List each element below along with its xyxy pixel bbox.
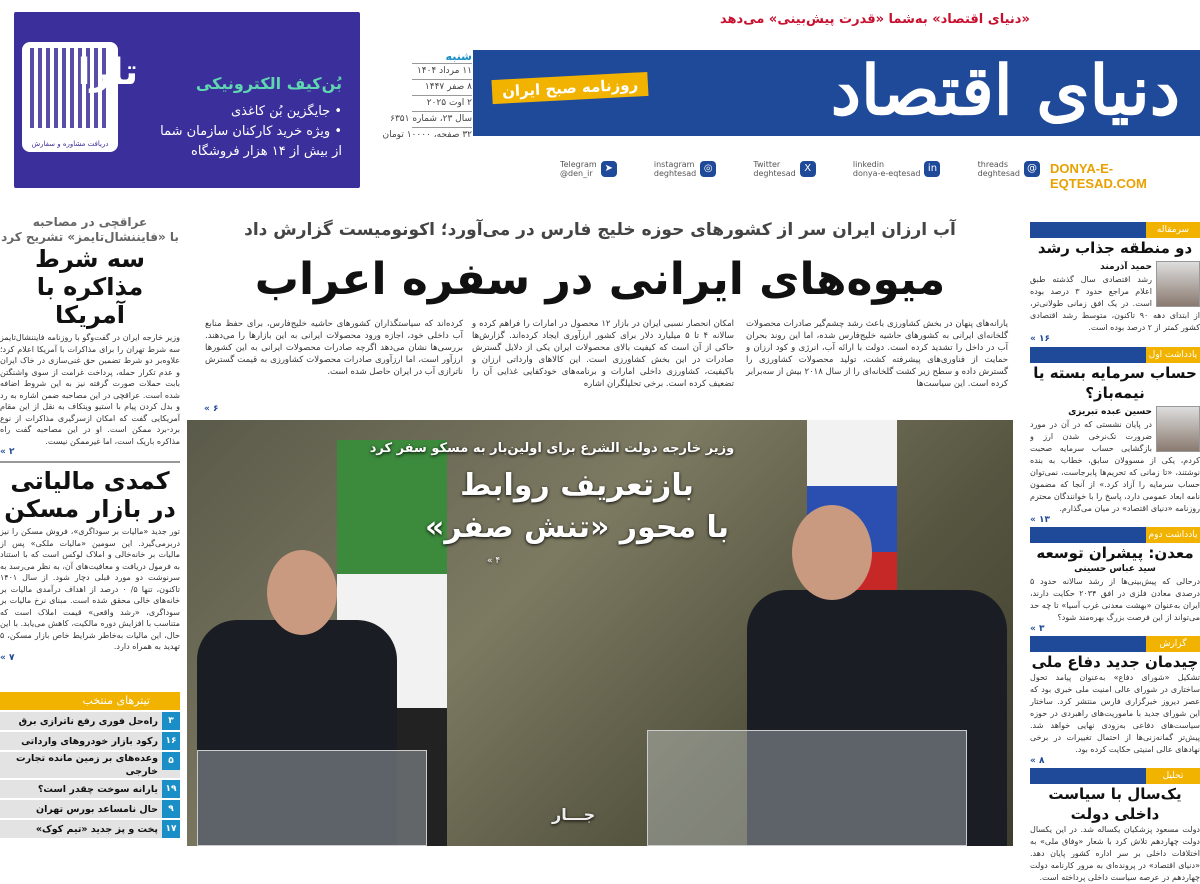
social-links xyxy=(560,160,1040,178)
author-photo xyxy=(1156,406,1200,452)
main-headline[interactable]: میوه‌های ایرانی در سفره اعراب xyxy=(254,254,946,305)
instagram-icon: ◎ xyxy=(700,161,716,177)
list-item[interactable]: ۵ وعده‌های بر زمین مانده تجارت خارجی xyxy=(0,752,180,778)
gregorian-date: ۲ اوت ۲۰۲۵ xyxy=(412,96,472,112)
left-headline-2[interactable]: کمدی مالیاتی در بازار مسکن xyxy=(4,467,176,523)
article-title[interactable]: چیدمان جدید دفاع ملی xyxy=(1031,653,1199,671)
author-photo xyxy=(1156,261,1200,307)
linkedin-icon: in xyxy=(924,161,940,177)
page-ref[interactable]: ۱۳ » xyxy=(1030,515,1050,525)
page-ref[interactable]: ۷ » xyxy=(0,652,15,663)
list-item[interactable]: ۱۹ یارانه سوخت چقدر است؟ xyxy=(0,780,180,798)
right-column xyxy=(1030,222,1200,884)
threads-icon: @ xyxy=(1024,161,1040,177)
tagline-badge: روزنامه صبح ایران xyxy=(491,72,648,104)
section-bar: سرمقاله xyxy=(1030,222,1200,238)
page-ref[interactable]: ۸ » xyxy=(1030,756,1045,766)
website-url[interactable]: DONYA-E-EQTESAD.COM xyxy=(1050,161,1147,191)
main-body-col: امکان انحصار نسبی ایران در بازار ۱۲ محصول در امارات را فراهم کرده و سالانه ۴ تا ۵ میلیارد دلار برای کشور ارزآوری ایجاد کرده‌اند. گزارش‌ها حاکی از آن است که کیفیت بالای محصولات ایران یکی از دلایل گسترش صادرات در این بخش کشاورزی است. این کالاهای وارداتی ارزان و باکیفیت، کشاورزی داخلی امارات و برنامه‌های خودکفایی غذایی آن را تضعیف کرده است. برخی تحلیلگران اشاره xyxy=(472,319,735,389)
article-body: دولت مسعود پزشکیان یکساله شد. در این یکسال دولت چهاردهم تلاش کرد با شعار «وفاق ملی» به اختلافات داخلی بر سر اداره کشور پایان دهد. «دنیای اقتصاد» در پرونده‌ای به مرور کارنامه دولت چهاردهم در عرصه سیاست داخلی پرداخته است. xyxy=(1030,825,1200,882)
main-body-col: یارانه‌های پنهان در بخش کشاورزی باعث رشد چشم‌گیر صادرات محصولات گلخانه‌ای ایرانی به کشورهای حاشیه خلیج‌فارس شده، اما این روند بحران آب در داخل را تشدید کرده است. دولت با ارائه آب، انرژی و کود ارزان و حمایت از فناوری‌های پیشرفته کشت، تولید محصولات کشاورزی را گسترش داده و سطح زیر کشت گلخانه‌ای را از سال ۲۰۱۸ بیش از سه‌برابر کرده است. این سیاست‌ها xyxy=(746,319,1008,389)
page-ref[interactable]: ۳ » xyxy=(1030,624,1045,634)
section-bar: تحلیل xyxy=(1030,768,1200,784)
solar-date: ۱۱ مرداد ۱۴۰۴ xyxy=(412,64,472,80)
issue-number: سال ۲۳، شماره ۶۳۵۱ xyxy=(412,112,472,128)
ad-line: از بیش از ۱۴ هزار فروشگاه xyxy=(191,144,342,159)
watermark: جـــار xyxy=(552,805,596,824)
main-kicker: آب ارزان ایران سر از کشورهای حوزه خلیج فارس در می‌آورد؛ اکونومیست گزارش داد xyxy=(244,220,956,240)
social-twitter[interactable]: X Twitter deghtesad xyxy=(753,160,815,178)
person-right-head xyxy=(792,505,872,600)
left-headline[interactable]: سه شرط مذاکره با آمریکا xyxy=(35,245,145,329)
article-title[interactable]: معدن: پیشران توسعه xyxy=(1036,544,1194,562)
podium-right xyxy=(647,730,967,846)
slogan: «دنیای اقتصاد» به‌شما «قدرت پیش‌بینی» می‌دهد xyxy=(720,12,1030,27)
photo-title[interactable]: با محور «تنش صفر» xyxy=(424,510,730,545)
editorial-title[interactable]: دو منطقه جذاب رشد xyxy=(1037,239,1193,257)
left-kicker: عراقچی در مصاحبه xyxy=(32,215,148,229)
social-threads[interactable]: @ threads deghtesad xyxy=(978,160,1040,178)
date-block xyxy=(382,48,472,144)
person-left-head xyxy=(267,550,337,635)
page-ref[interactable]: ۴ » xyxy=(487,556,501,566)
section-bar: یادداشت دوم xyxy=(1030,527,1200,543)
section-bar: یادداشت اول xyxy=(1030,347,1200,363)
main-body-col: کرده‌اند که سیاستگذاران کشورهای حاشیه خلیج‌فارس، برای حفظ منابع آب داخلی خود، اجازه ورود محصولات ایرانی به این بازارها را می‌دهند. بررسی‌ها نشان می‌دهد اگرچه صادرات محصولات ایرانی به این کشورها ارزآور است، اما ارزآوری صادرات محصولات کشاورزی به قیمت گسترش ناترازی آب در ایران حاصل شده است. xyxy=(205,319,463,377)
advertisement-banner[interactable] xyxy=(14,12,360,188)
list-item[interactable]: ۳ راه‌حل فوری رفع ناترازی برق xyxy=(0,712,180,730)
article-body: در پایان نشستی که در آن در مورد ضرورت تک‌نرخی شدن ارز و بازگشایی حساب سرمایه صحبت کردم، یکی از مسوولان سابق، خطاب به بنده نوشتند، «تا زمانی که تحریم‌ها پابرجاست، نمی‌توان حساب سرمایه را آزاد کرد.» از آنجا که مضمون نامه ابعاد عمومی دارد، پاسخ را با خوانندگان محترم روزنامه «دنیای اقتصاد» در میان می‌گذارم. xyxy=(1030,420,1200,513)
lead-photo[interactable] xyxy=(187,420,1013,846)
telegram-icon: ➤ xyxy=(601,161,617,177)
podium-left xyxy=(197,750,427,846)
ad-brand-logo: تارا xyxy=(77,52,138,93)
ad-title: بُن‌کیف الکترونیکی xyxy=(195,74,342,93)
author-name: حمید آذرمند xyxy=(1100,262,1152,272)
left-body: وزیر خارجه ایران در گفت‌وگو با روزنامه فایننشال‌تایمز سه شرط تهران را برای مذاکرات با آمریکا اعلام کرد؛ علاوه‌بر دو شرط تضمین حق غنی‌سازی در خاک ایران و عدم تکرار حمله، پرداخت غرامت از سوی واشنگتن بابت حملات صورت گرفته نیز به این شروط اضافه شده است. عراقچی در این مصاحبه ضمن اشاره به رد و بدل کردن پیام با استیو ویتکاف به نقل از این مقام آمریکایی گفت که امکان ازسرگیری مذاکرات از نوع برد-برد ممکن است. او در این مصاحبه گفت راه مذاکره باریک است، اما غیرممکن نیست. xyxy=(0,333,180,446)
social-linkedin[interactable]: in linkedin donya-e-eqtesad xyxy=(853,160,941,178)
article-block xyxy=(1030,406,1200,515)
editorial-block xyxy=(1030,261,1200,334)
page-ref[interactable]: ۲ » xyxy=(0,447,15,457)
left-story xyxy=(0,215,180,663)
newspaper-logo: دنیای اقتصاد xyxy=(830,51,1180,131)
article-title[interactable]: یک‌سال با سیاست داخلی دولت xyxy=(1048,785,1182,823)
photo-title[interactable]: بازتعریف روابط xyxy=(460,468,694,503)
page-ref[interactable]: ۶ » xyxy=(204,404,219,414)
qr-code[interactable]: دریافت مشاوره و سفارش xyxy=(22,42,118,152)
article-body: تشکیل «شورای دفاع» به‌عنوان پیامد تحول ساختاری در شورای عالی امنیت ملی خبری بود که عصر دیروز خبرگزاری فارس منتشر کرد. ساختار این شورای جدید با ماموریت‌های راهبردی در حوزه سیاست‌های دفاعی به‌زودی نهایی خواهد شد. پیش‌تر گمانه‌زنی‌ها از احتمال تغییرات در برخی نهادهای عالی امنیتی حکایت کرده بود. xyxy=(1030,673,1200,754)
ad-line: • ویژه خرید کارکنان سازمان شما xyxy=(160,124,342,139)
article-title[interactable]: حساب سرمایه بسته یا نیمه‌باز؟ xyxy=(1033,364,1197,402)
list-item[interactable]: ۹ حال نامساعد بورس تهران xyxy=(0,800,180,818)
editorial-body: رشد اقتصادی سال گذشته طبق اعلام مراجع حدود ۳ درصد بوده است. در یک افق زمانی طولانی‌تر، از ابتدای دهه ۹۰ تاکنون، متوسط رشد اقتصادی کشور کمتر از ۲ درصد بوده است. xyxy=(1030,275,1200,332)
list-item[interactable]: ۱۷ پخت و پز جدید «تیم کوک» xyxy=(0,820,180,838)
page-ref[interactable]: ۱۶ » xyxy=(1030,334,1050,344)
lunar-date: ۸ صفر ۱۴۴۷ xyxy=(412,80,472,96)
author-name: سید عباس حسینی xyxy=(1074,564,1156,574)
selected-headlines xyxy=(0,692,180,838)
article-body: درحالی که پیش‌بینی‌ها از رشد سالانه حدود ۵ درصدی معادن فلزی در افق ۲۰۳۴ حکایت دارند، ایران به‌عنوان «بهشت معدنی غرب آسیا» تا چه حد می‌تواند از این فرصت بزرگ بهره‌مند شود؟ xyxy=(1030,577,1200,622)
weekday: شنبه xyxy=(412,48,472,64)
list-item[interactable]: ۱۶ رکود بازار خودروهای وارداتی xyxy=(0,732,180,750)
price: ۳۲ صفحه، ۱۰۰۰۰ تومان xyxy=(382,130,472,140)
social-telegram[interactable]: ➤ Telegram @den_ir xyxy=(560,160,617,178)
section-bar: گزارش xyxy=(1030,636,1200,652)
social-instagram[interactable]: ◎ instagram deghtesad xyxy=(654,160,716,178)
x-twitter-icon: X xyxy=(800,161,816,177)
ad-line: • جایگزین بُن کاغذی xyxy=(230,104,342,119)
left-body-2: تور جدید «مالیات بر سوداگری»، فروش مسکن را نیز دربرمی‌گیرد. این سومین «مالیات ملکی» پس از مالیات بر خانه‌خالی و املاک لوکس است که با استناد به فرمول دریافت و معافیت‌های آن، به نظر می‌رسد به سرنوشت دو مورد قبلی دچار شود. از سال ۱۴۰۱ تاکنون، تنها ۵/ ۰ درصد از اهداف درآمدی مالیات بر خانه‌های خالی محقق شده است. مبنای نرخ مالیات بر سوداگری، «رشد واقعی» قیمت املاک است که متناسب با افزایش دوره مالکیت، کاهش می‌یابد. با این حال، این مالیات به‌خاطر شرایط خاص بازار مسکن، ۵ تهدید به همراه دارد. xyxy=(0,527,181,651)
photo-kicker: وزیر خارجه دولت الشرع برای اولین‌بار به مسکو سفر کرد xyxy=(369,441,735,456)
selected-headlines-title: تیترهای منتخب xyxy=(0,692,180,710)
author-name: حسین عبده تبریزی xyxy=(1068,407,1152,417)
left-kicker: با «فایننشال‌تایمز» تشریح کرد xyxy=(1,230,179,244)
